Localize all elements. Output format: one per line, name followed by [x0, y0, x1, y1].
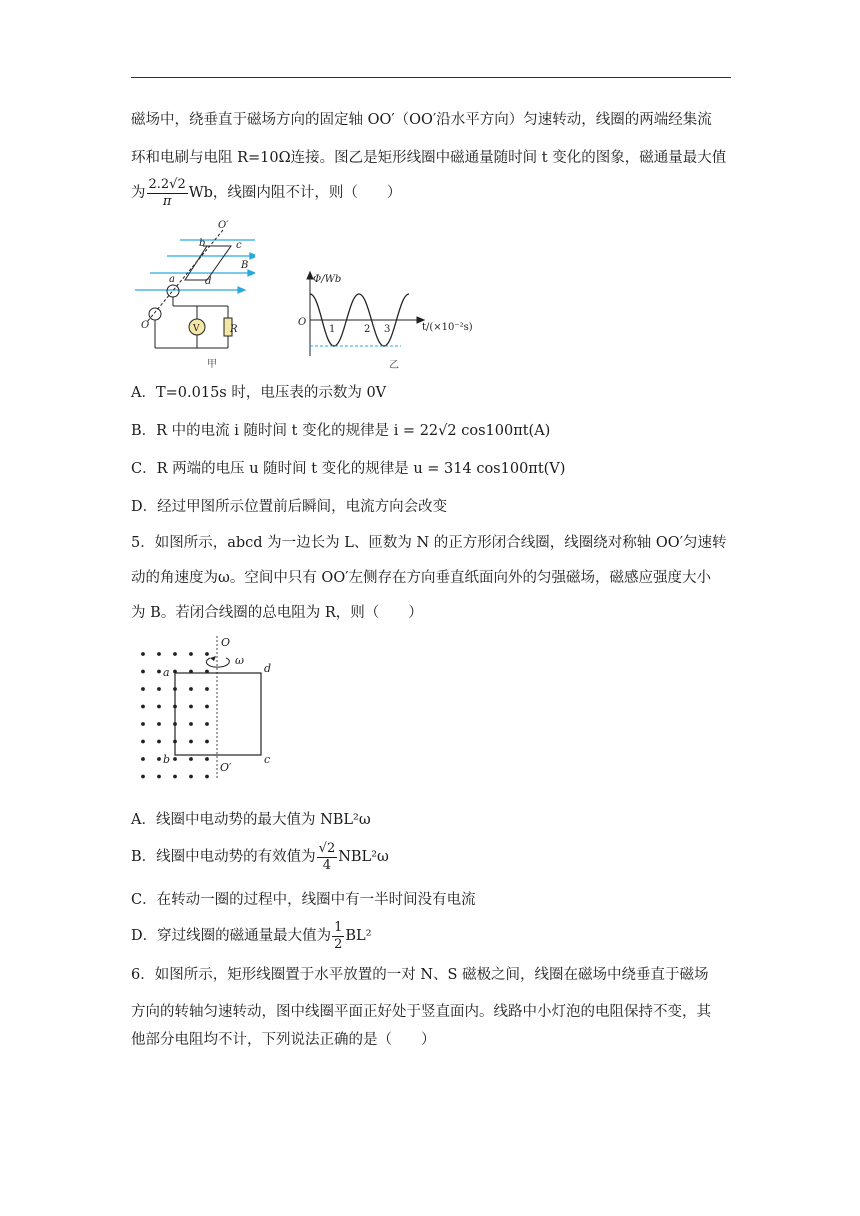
q5-stem-line1: 5．如图所示，abcd 为一边长为 L、匝数为 N 的正方形闭合线圈，线圈绕对称轴 OO′匀速转	[131, 535, 727, 551]
q4-option-d: D．经过甲图所示位置前后瞬间，电流方向会改变	[131, 499, 448, 515]
field-dot	[205, 705, 209, 709]
q5-label-O: O	[221, 636, 231, 649]
fig-yi-label: 乙	[389, 360, 399, 371]
q5-option-d	[131, 919, 372, 953]
q5-option-b-denominator: 4	[322, 857, 332, 873]
field-dot	[157, 705, 161, 709]
field-dot	[173, 775, 177, 779]
q5-label-O-prime: O′	[220, 761, 232, 774]
q4-option-a: A．T=0.015s 时，电压表的示数为 0V	[131, 385, 387, 401]
q6-stem-line3: 他部分电阻均不计，下列说法正确的是（ ）	[131, 1032, 436, 1048]
q4-option-b: B．R 中的电流 i 随时间 t 变化的规律是 i = 22√2 cos100πt(A)	[131, 423, 551, 439]
q6-stem-line1: 6．如图所示，矩形线圈置于水平放置的一对 N、S 磁极之间，线圈在磁场中绕垂直于磁场	[131, 967, 709, 983]
q4-stem-line3-pre: 为	[131, 185, 146, 201]
field-dot	[205, 757, 209, 761]
q5-option-d-numerator: 1	[334, 919, 343, 935]
field-dot	[157, 757, 161, 761]
field-dot	[141, 740, 145, 744]
field-dot	[141, 722, 145, 726]
field-dot	[157, 652, 161, 656]
flux-fraction	[147, 177, 188, 210]
q4-option-c: C．R 两端的电压 u 随时间 t 变化的规律是 u = 314 cos100πt(V)	[131, 461, 566, 477]
q4-stem-line2: 环和电刷与电阻 R=10Ω连接。图乙是矩形线圈中磁通量随时间 t 变化的图象，磁通量最大值	[131, 150, 727, 166]
field-dot	[141, 757, 145, 761]
q4-stem-line3-post: Wb，线圈内阻不计，则（ ）	[188, 185, 402, 201]
jia-label-b: b	[199, 238, 206, 249]
q4-stem-line1: 磁场中，绕垂直于磁场方向的固定轴 OO′（OO′沿水平方向）匀速转动，线圈的两端经集流	[131, 112, 712, 128]
q5-option-d-post: BL²	[345, 928, 372, 944]
q5-stem-line2: 动的角速度为ω。空间中只有 OO′左侧存在方向垂直纸面向外的匀强磁场，磁感应强度大小	[131, 570, 711, 586]
field-dot	[173, 652, 177, 656]
q5-stem-line3: 为 B。若闭合线圈的总电阻为 R，则（ ）	[131, 605, 423, 621]
q5-option-c: C．在转动一圈的过程中，线圈中有一半时间没有电流	[131, 892, 476, 908]
field-dot	[189, 722, 193, 726]
header-rule	[131, 77, 731, 78]
q5-option-a: A．线圈中电动势的最大值为 NBL²ω	[131, 812, 371, 828]
field-dot	[189, 652, 193, 656]
jia-label-c: c	[236, 240, 242, 251]
q5-option-b	[131, 840, 389, 874]
field-dot	[157, 740, 161, 744]
q5-label-b: b	[163, 753, 171, 766]
yi-ylabel: Φ/Wb	[313, 274, 342, 285]
yi-tick-2: 2	[364, 324, 371, 335]
jia-label-R: R	[230, 324, 238, 335]
jia-label-B: B	[241, 260, 249, 271]
q5-label-a: a	[163, 666, 170, 679]
flux-denominator: π	[162, 193, 172, 209]
field-dot	[189, 775, 193, 779]
field-dot	[205, 722, 209, 726]
yi-tick-3: 3	[384, 324, 391, 335]
q5-option-b-fraction	[317, 841, 338, 874]
q5-label-omega: ω	[235, 654, 244, 667]
field-dot	[141, 705, 145, 709]
field-dot	[205, 740, 209, 744]
figure-jia-generator-diagram	[125, 218, 255, 370]
field-dot	[205, 775, 209, 779]
field-dot	[189, 740, 193, 744]
q5-option-d-pre: D．穿过线圈的磁通量最大值为	[131, 928, 332, 944]
fig-jia-label: 甲	[207, 359, 217, 370]
q5-option-b-pre: B．线圈中电动势的有效值为	[131, 849, 316, 865]
field-dot	[141, 670, 145, 674]
field-dot	[141, 652, 145, 656]
field-dot	[157, 670, 161, 674]
field-dot	[157, 775, 161, 779]
figure-q5-coil-in-field	[130, 632, 280, 782]
q5-label-c: c	[264, 753, 271, 766]
jia-label-O: O	[141, 320, 150, 331]
yi-xlabel: t/(×10⁻²s)	[422, 322, 473, 333]
jia-label-d: d	[205, 276, 212, 287]
yi-tick-1: 1	[329, 324, 336, 335]
field-dot	[205, 687, 209, 691]
q5-option-b-post: NBL²ω	[338, 849, 389, 865]
field-dot	[141, 775, 145, 779]
jia-label-O-prime: O′	[218, 220, 229, 231]
field-dot	[141, 687, 145, 691]
q5-option-d-fraction	[332, 920, 344, 953]
field-dot	[189, 757, 193, 761]
field-dot	[189, 687, 193, 691]
figure-yi-flux-graph	[293, 268, 473, 372]
jia-voltmeter-label: V	[193, 324, 200, 334]
jia-label-a: a	[169, 274, 175, 285]
q4-stem-line3	[131, 176, 401, 210]
q5-label-d: d	[264, 662, 272, 675]
field-dot	[205, 652, 209, 656]
flux-numerator: 2.2√2	[148, 176, 186, 192]
q5-option-b-numerator: √2	[318, 840, 336, 856]
field-dot	[157, 722, 161, 726]
yi-origin: O	[298, 317, 307, 328]
q5-option-d-denominator: 2	[334, 936, 343, 952]
field-dot	[173, 757, 177, 761]
field-dot	[157, 687, 161, 691]
q6-stem-line2: 方向的转轴匀速转动，图中线圈平面正好处于竖直面内。线路中小灯泡的电阻保持不变，其	[131, 1004, 711, 1020]
field-dot	[189, 705, 193, 709]
